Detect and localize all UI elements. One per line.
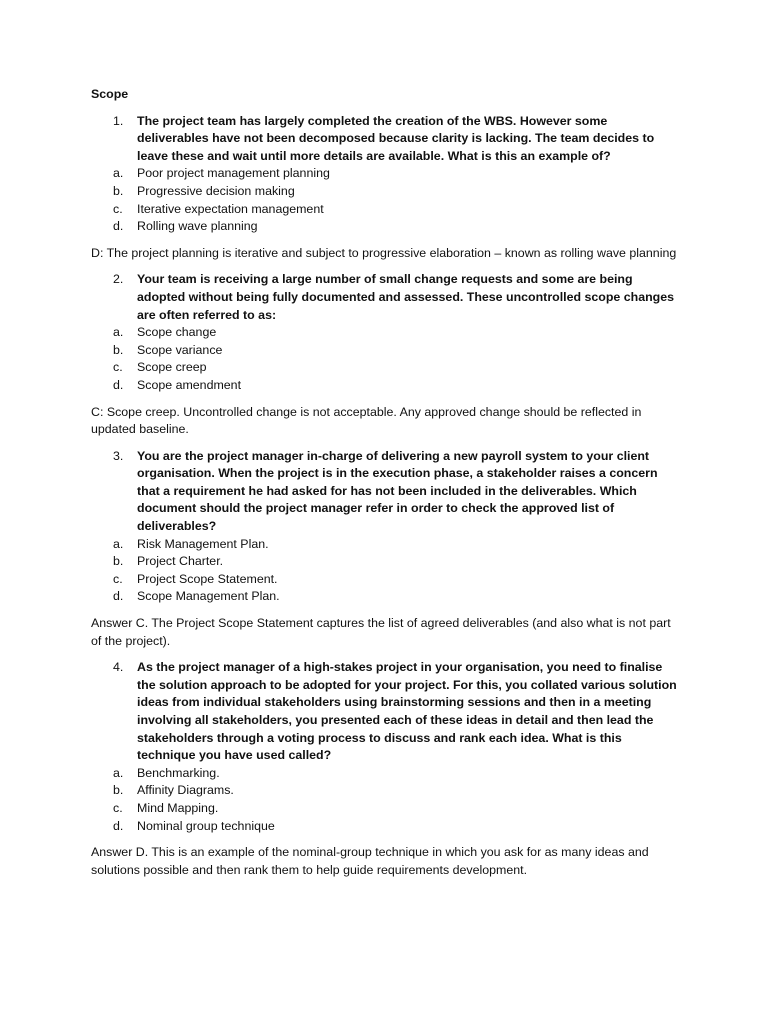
question-3 (91, 448, 681, 536)
option-item (91, 324, 681, 342)
option-letter: a. (113, 166, 124, 181)
answer-text: Answer C. The Project Scope Statement captures the list of agreed deliverables (and also what is not part of the project). (91, 616, 671, 648)
answer-text: D: The project planning is iterative and subject to progressive elaboration – known as rolling wave planning (91, 245, 677, 260)
option-item (91, 553, 681, 571)
option-item (91, 571, 681, 589)
answer-text: Answer D. This is an example of the nominal-group technique in which you ask for as many ideas and solutions possible and then rank them to help guide requirements development. (91, 845, 649, 877)
option-item (91, 218, 681, 236)
option-item (91, 536, 681, 554)
option-text: Progressive decision making (137, 183, 295, 198)
option-item (91, 359, 681, 377)
section-heading: Scope (91, 87, 129, 101)
option-letter: c. (113, 360, 123, 375)
option-item (91, 782, 681, 800)
option-letter: c. (113, 571, 123, 586)
option-list (91, 165, 681, 235)
option-list (91, 536, 681, 606)
option-text: Project Charter. (137, 554, 224, 569)
question-block-3 (91, 448, 681, 651)
option-letter: a. (113, 325, 124, 340)
option-letter: d. (113, 377, 124, 392)
option-letter: a. (113, 765, 124, 780)
question-number: 2. (113, 272, 124, 287)
option-letter: b. (113, 783, 124, 798)
question-1 (91, 113, 681, 166)
option-list (91, 324, 681, 394)
question-number: 4. (113, 660, 124, 675)
option-item (91, 800, 681, 818)
question-4 (91, 659, 681, 765)
option-letter: b. (113, 183, 124, 198)
option-letter: d. (113, 219, 124, 234)
question-text: You are the project manager in-charge of delivering a new payroll system to your client organisation. When the project is in the execution phase, a stakeholder raises a concern that a requirement he had asked for has not been included in the deliverables. Which document should the project manager refer in order to check the approved list of deliverables? (137, 448, 658, 534)
option-list (91, 765, 681, 835)
option-letter: c. (113, 201, 123, 216)
option-text: Scope creep (137, 360, 207, 375)
question-block-4 (91, 659, 681, 879)
option-text: Poor project management planning (137, 166, 330, 181)
option-text: Rolling wave planning (137, 219, 258, 234)
question-2 (91, 271, 681, 324)
option-text: Affinity Diagrams. (137, 783, 234, 798)
option-item (91, 165, 681, 183)
option-text: Iterative expectation management (137, 201, 324, 216)
question-number: 1. (113, 113, 124, 128)
option-item (91, 342, 681, 360)
document-page (91, 86, 681, 888)
option-text: Scope change (137, 325, 217, 340)
answer-text: C: Scope creep. Uncontrolled change is not acceptable. Any approved change should be reflected in updated baseline. (91, 404, 642, 437)
option-item (91, 377, 681, 395)
option-text: Risk Management Plan. (137, 536, 269, 551)
option-letter: b. (113, 342, 124, 357)
option-text: Mind Mapping. (137, 800, 219, 815)
option-item (91, 588, 681, 606)
question-text: Your team is receiving a large number of small change requests and some are being adopted without being fully documented and assessed. These uncontrolled scope changes are often referred to as: (137, 272, 675, 322)
option-item (91, 183, 681, 201)
question-block-2 (91, 271, 681, 438)
option-item (91, 201, 681, 219)
question-block-1 (91, 113, 681, 263)
option-text: Scope amendment (137, 377, 242, 392)
option-letter: d. (113, 589, 124, 604)
option-item (91, 765, 681, 783)
option-letter: a. (113, 536, 124, 551)
option-text: Benchmarking. (137, 765, 220, 780)
option-letter: c. (113, 800, 123, 815)
option-letter: d. (113, 818, 124, 833)
option-text: Project Scope Statement. (137, 571, 278, 586)
question-text: As the project manager of a high-stakes project in your organisation, you need to finalise the solution approach to be adopted for your project. For this, you collated various solution ideas from individual stakeholders using brainstorming sessions and then in a meeting involving all stakeholders, you presented each of these ideas in detail and then lead the stakeholders through a voting process to discuss and rank each idea. What is this technique you have used called? (137, 660, 677, 763)
question-number: 3. (113, 448, 124, 463)
option-text: Scope Management Plan. (137, 589, 280, 604)
option-letter: b. (113, 554, 124, 569)
question-text: The project team has largely completed the creation of the WBS. However some deliverables have not been decomposed because clarity is lacking. The team decides to leave these and wait until more details are available. What is this an example of? (137, 113, 655, 163)
option-item (91, 818, 681, 836)
option-text: Scope variance (137, 342, 223, 357)
option-text: Nominal group technique (137, 818, 275, 833)
